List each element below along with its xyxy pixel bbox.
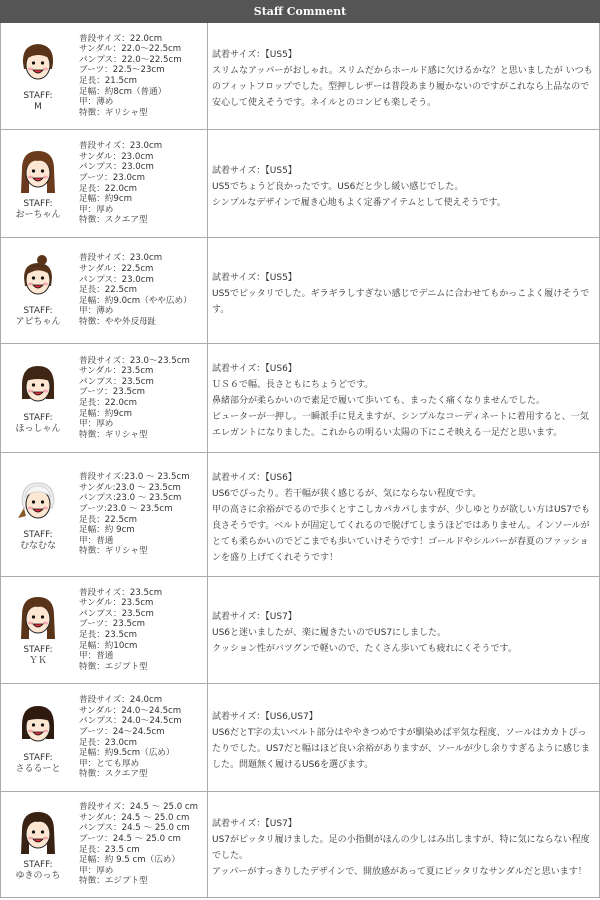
- comment-text: US5でちょうど良かったです。US6だと少し緩い感じでした。 シンプルなデザインで履き心地もよく定番アイテムとして使えそうです。: [212, 181, 506, 208]
- staff-name: ほっしゃん: [15, 424, 61, 434]
- size-line: 甲：普通: [79, 535, 114, 546]
- staff-name: おーちゃん: [15, 209, 61, 220]
- size-line: サンダル：24.5 ～ 25.0 cm: [79, 812, 190, 823]
- size-line: 普段サイズ：24.0cm: [79, 695, 163, 706]
- size-line: サンダル：23.5cm: [79, 598, 154, 609]
- comment-text: ＵＳ６で幅、長さともにちょうどです。 鼻緒部分が柔らかいので素足で履いて歩いても、まったく痛くなりませんでした。 ピューターが一押し。一瞬派手に見えますが、シンプルなコーディネートに着用すると、一気エレガントになりました。これからの明るい太陽の下にこそ映える一足だと思います。: [212, 380, 589, 438]
- size-list: [75, 453, 207, 576]
- staff-person: [1, 344, 75, 452]
- staff-profile: [1, 238, 208, 343]
- staff-name: ゆきのっち: [15, 870, 61, 881]
- staff-avatar-icon: [16, 39, 60, 89]
- size-line: 普段サイズ:23.0 ～ 23.5cm: [79, 472, 190, 483]
- size-line: サンダル：22.0～22.5cm: [79, 44, 182, 55]
- staff-person: [1, 684, 75, 791]
- staff-label: STAFF:: [23, 645, 53, 655]
- size-line: 足幅：約9cm: [79, 408, 132, 419]
- header-title: Staff Comment: [253, 5, 347, 18]
- size-line: 特徴：ギリシャ型: [79, 546, 148, 557]
- size-line: サンダル：23.0cm: [79, 151, 154, 162]
- size-line: 甲：普通: [79, 651, 114, 662]
- staff-comment: [208, 577, 599, 683]
- size-line: 特徴：エジプト型: [79, 661, 148, 672]
- comment-text: US6と迷いましたが、楽に履きたいのでUS7にしました。 クッション性がバツグンで軽いので、たくさん歩いても疲れにくそうです。: [212, 628, 517, 654]
- size-line: 特徴：エジプト型: [79, 876, 148, 887]
- staff-person: [1, 577, 75, 683]
- trial-size: 試着サイズ：【US6】: [212, 364, 297, 374]
- size-line: ブーツ：24.5 ～ 25.0 cm: [79, 833, 181, 844]
- size-line: サンダル：24.0～24.5cm: [79, 705, 182, 716]
- staff-row: [1, 792, 599, 898]
- size-line: 甲：厚め: [79, 204, 114, 215]
- size-line: パンプス：24.5 ～ 25.0 cm: [79, 823, 190, 834]
- size-list: [75, 684, 207, 791]
- staff-label: STAFF:: [23, 305, 53, 316]
- size-line: 足幅：約 9cm: [79, 525, 135, 536]
- comment-text: スリムなアッパーがおしゃれ。スリムだからホールド感に欠けるかな？と思いましたが いつものフィットフロップでした。型押しレザーは普段あまり履かないのですがこれなら上品なので安心して使えそうです。ネイルとのコンビも楽しそう。: [212, 66, 593, 108]
- staff-person: [1, 792, 75, 897]
- staff-label: STAFF:: [23, 413, 53, 423]
- staff-comment: [208, 238, 599, 343]
- size-line: 足長：23.5cm: [79, 630, 138, 640]
- staff-row: [1, 130, 599, 238]
- size-list: [75, 238, 207, 343]
- size-line: 足幅：約8cm（普通）: [79, 86, 167, 97]
- staff-avatar-icon: [16, 254, 60, 304]
- staff-comment-header: [0, 0, 600, 23]
- staff-person: [1, 23, 75, 129]
- size-line: パンプス：23.5cm: [79, 376, 154, 387]
- size-line: 普段サイズ：22.0cm: [79, 33, 163, 44]
- size-line: 特徴：スクエア型: [79, 769, 148, 780]
- size-line: 足長：22.5cm: [79, 514, 138, 525]
- staff-row: [1, 684, 599, 792]
- size-line: パンプス：23.0cm: [79, 274, 154, 285]
- size-line: 足長：23.5 cm: [79, 844, 140, 855]
- size-line: パンプス：24.0～24.5cm: [79, 716, 182, 727]
- staff-avatar-icon: [16, 808, 60, 858]
- size-line: ブーツ：23.0cm: [79, 172, 146, 183]
- size-line: 甲：薄め: [79, 306, 114, 317]
- size-line: 足幅：約10cm: [79, 640, 138, 651]
- staff-profile: [1, 130, 208, 237]
- size-list: [75, 577, 207, 683]
- staff-row: [1, 238, 599, 344]
- staff-avatar-icon: [16, 701, 60, 751]
- staff-name: むなむな: [19, 540, 56, 551]
- size-line: 甲：とても厚め: [79, 758, 140, 769]
- size-line: 普段サイズ：23.0cm: [79, 141, 163, 152]
- size-line: 普段サイズ：23.0cm: [79, 253, 163, 264]
- staff-label: STAFF:: [23, 529, 53, 540]
- comment-text: US7がピッタリ履けました。足の小指側がほんの少しはみ出しますが、特に気にならない程度でした。 アッパーがすっきりしたデザインで、開放感があって夏にピッタリなサンダルだと思います！: [212, 834, 590, 877]
- staff-profile: [1, 344, 208, 452]
- staff-row: [1, 344, 599, 453]
- staff-comment: [208, 792, 599, 897]
- staff-name: さるるーと: [15, 763, 61, 774]
- trial-size: 試着サイズ：【US5】: [212, 50, 297, 60]
- trial-size: 試着サイズ：【US7】: [212, 612, 297, 622]
- size-line: サンダル:23.0 ～ 23.5cm: [79, 482, 181, 493]
- size-line: パンプス：22.0～22.5cm: [79, 54, 182, 65]
- size-line: パンプス:23.0 ～ 23.5cm: [79, 493, 182, 504]
- staff-comment-table: [0, 23, 600, 898]
- staff-label: STAFF:: [23, 91, 53, 101]
- size-list: [75, 23, 207, 129]
- staff-comment: [208, 344, 599, 452]
- size-line: 足長：23.0cm: [79, 737, 138, 748]
- staff-person: [1, 453, 75, 576]
- size-line: 甲：厚め: [79, 865, 114, 876]
- trial-size: 試着サイズ：【US7】: [212, 818, 297, 829]
- staff-profile: [1, 453, 208, 576]
- staff-name: M: [34, 102, 42, 112]
- size-line: 特徴：ギリシャ型: [79, 107, 148, 118]
- staff-comment: [208, 130, 599, 237]
- size-line: 足幅：約9.0cm（やや広め）: [79, 295, 192, 306]
- comment-text: US6だとT字の太いベルト部分はややきつめですが馴染めば平気な程度、ソールはカカトぴったりでした。US7だと幅はほど良い余裕がありますが、ソールが少し余りすぎるように感じました。問題無く履けるUS6を選びます。: [212, 727, 590, 770]
- staff-name: ＹＫ: [28, 656, 47, 666]
- staff-person: [1, 238, 75, 343]
- size-line: ブーツ：23.5cm: [79, 619, 146, 630]
- staff-row: [1, 577, 599, 684]
- size-line: パンプス：23.0cm: [79, 162, 154, 173]
- size-line: ブーツ:23.0 ～ 23.5cm: [79, 503, 173, 514]
- size-list: [75, 130, 207, 237]
- trial-size: 試着サイズ：【US5】: [212, 272, 297, 283]
- size-line: 普段サイズ：24.5 ～ 25.0 cm: [79, 802, 199, 813]
- staff-avatar-icon: [16, 478, 60, 528]
- staff-avatar-icon: [16, 361, 60, 411]
- size-line: サンダル：23.5cm: [79, 366, 154, 377]
- trial-size: 試着サイズ：【US6】: [212, 472, 297, 483]
- staff-label: STAFF:: [23, 752, 53, 763]
- staff-avatar-icon: [16, 593, 60, 643]
- size-line: 特徴：やや外反母趾: [79, 316, 157, 327]
- staff-row: [1, 453, 599, 577]
- staff-avatar-icon: [16, 147, 60, 197]
- size-list: [75, 792, 207, 897]
- staff-comment: [208, 453, 599, 576]
- size-line: 足幅：約9cm: [79, 194, 132, 205]
- staff-person: [1, 130, 75, 237]
- size-line: 甲：薄め: [79, 97, 114, 108]
- size-line: 特徴：スクエア型: [79, 215, 148, 226]
- staff-name: アピちゃん: [15, 316, 61, 327]
- size-line: 足幅：約9.5cm（広め）: [79, 748, 175, 759]
- size-line: ブーツ：22.5～23cm: [79, 65, 165, 76]
- size-line: ブーツ：24～24.5cm: [79, 726, 165, 737]
- size-line: 足長：22.0cm: [79, 398, 138, 408]
- size-line: 足長：21.5cm: [79, 76, 138, 86]
- staff-row: [1, 23, 599, 130]
- staff-label: STAFF:: [23, 198, 53, 209]
- size-line: ブーツ：23.5cm: [79, 387, 146, 398]
- size-line: 足長：22.0cm: [79, 183, 138, 194]
- staff-profile: [1, 684, 208, 791]
- size-line: パンプス：23.5cm: [79, 608, 154, 619]
- size-list: [75, 344, 207, 452]
- staff-profile: [1, 23, 208, 129]
- staff-label: STAFF:: [23, 859, 53, 870]
- trial-size: 試着サイズ：【US5】: [212, 165, 297, 176]
- size-line: 特徴：ギリシャ型: [79, 429, 148, 440]
- size-line: 普段サイズ：23.5cm: [79, 587, 163, 598]
- size-line: 足幅：約 9.5 cm（広め）: [79, 855, 180, 866]
- staff-profile: [1, 792, 208, 897]
- trial-size: 試着サイズ：【US6,US7】: [212, 711, 318, 722]
- size-line: 甲：厚め: [79, 419, 114, 430]
- comment-text: US6でぴったり。若干幅が狭く感じるが、気にならない程度です。 甲の高さに余裕がでるので歩くとすこしカパカパしますが、少しゆとりが欲しい方はUS7でも良さそうです。ベルトが固定してくれるので脱げてしまうほどではありません。インソールがとても柔らかいのでどこまでも歩いていけそうです！ゴールドやシルバーが春夏のファッションを盛り上げてくれそうです！: [212, 488, 591, 563]
- comment-text: US5でピッタリでした。ギラギラしすぎない感じでデニムに合わせてもかっこよく履けそうです。: [212, 288, 590, 315]
- size-line: 普段サイズ：23.0～23.5cm: [79, 355, 190, 366]
- staff-comment: [208, 23, 599, 129]
- staff-profile: [1, 577, 208, 683]
- size-line: サンダル：22.5cm: [79, 264, 154, 275]
- staff-comment: [208, 684, 599, 791]
- size-line: 足長：22.5cm: [79, 285, 138, 296]
